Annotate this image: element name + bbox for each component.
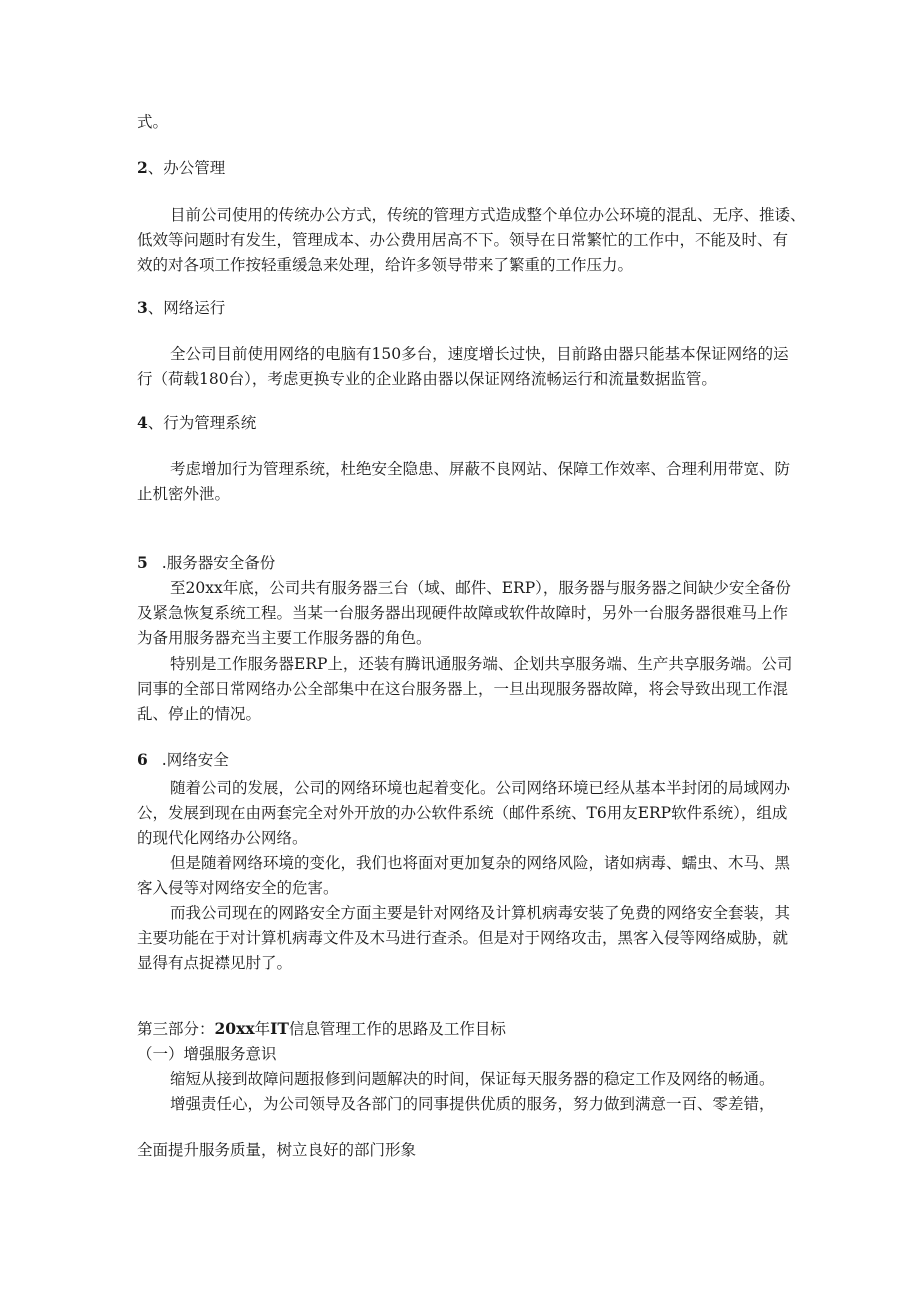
paragraph-line: 缩短从接到故障问题报修到问题解决的时间，保证每天服务器的稳定工作及网络的畅通。 — [170, 1070, 775, 1088]
paragraph-line: 至20xx年底，公司共有服务器三台（域、邮件、ERP），服务器与服务器之间缺少安全备份 — [170, 579, 791, 597]
section-title: 、网络运行 — [147, 299, 226, 317]
paragraph-line: 显得有点捉襟见肘了。 — [137, 954, 293, 972]
paragraph-line: 的现代化网络办公网络。 — [137, 829, 308, 847]
section-heading-3 — [137, 297, 225, 319]
section-number: 6 — [137, 750, 148, 769]
part-heading — [137, 1018, 506, 1040]
paragraph-line: 但是随着网络环境的变化，我们也将面对更加复杂的网络风险，诸如病毒、蠕虫、木马、黑 — [170, 854, 791, 872]
paragraph-line: 而我公司现在的网路安全方面主要是针对网络及计算机病毒安装了免费的网络安全套装，其 — [170, 904, 791, 922]
paragraph-line: 低效等问题时有发生，管理成本、办公费用居高不下。领导在日常繁忙的工作中，不能及时、有 — [137, 231, 789, 249]
paragraph-line: 随着公司的发展，公司的网络环境也起着变化。公司网络环境已经从基本半封闭的局域网办 — [170, 779, 791, 797]
paragraph-line: 同事的全部日常网络办公全部集中在这台服务器上，一旦出现服务器故障，将会导致出现工作混 — [137, 680, 789, 698]
part-heading-prefix: 第三部分： — [137, 1020, 215, 1038]
continuation-text: 式。 — [137, 113, 169, 131]
section-title: 、办公管理 — [147, 159, 226, 177]
part-heading-rest: 信息管理工作的思路及工作目标 — [288, 1020, 506, 1038]
paragraph-line: 乱、停止的情况。 — [137, 705, 262, 723]
paragraph-line: 全面提升服务质量，树立良好的部门形象 — [137, 1141, 417, 1159]
paragraph-line: 主要功能在于对计算机病毒文件及木马进行查杀。但是对于网络攻击，黑客入侵等网络威胁，就 — [137, 929, 789, 947]
paragraph-line: 行（荷载180台），考虑更换专业的企业路由器以保证网络流畅运行和流量数据监管。 — [137, 370, 717, 388]
paragraph-line: 及紧急恢复系统工程。当某一台服务器出现硬件故障或软件故障时，另外一台服务器很难马上作 — [137, 604, 789, 622]
section-heading-2 — [137, 157, 225, 179]
section-title: .网络安全 — [161, 751, 229, 769]
section-number: 5 — [137, 553, 148, 572]
paragraph-line: 增强责任心，为公司领导及各部门的同事提供优质的服务，努力做到满意一百、零差错， — [170, 1095, 775, 1113]
paragraph-line: 为备用服务器充当主要工作服务器的角色。 — [137, 629, 432, 647]
section-number: 2 — [137, 158, 148, 177]
subheading: （一）增强服务意识 — [137, 1045, 277, 1063]
section-number: 3 — [137, 298, 148, 317]
paragraph-line: 特别是工作服务器ERP上，还装有腾讯通服务端、企划共享服务端、生产共享服务端。公司 — [170, 655, 793, 673]
section-heading-6 — [137, 749, 229, 771]
part-heading-it: IT — [270, 1019, 289, 1038]
part-heading-year: 20xx — [214, 1019, 255, 1038]
paragraph-line: 考虑增加行为管理系统，杜绝安全隐患、屏蔽不良网站、保障工作效率、合理利用带宽、防 — [170, 460, 791, 478]
section-title: 、行为管理系统 — [147, 414, 257, 432]
paragraph-line: 目前公司使用的传统办公方式，传统的管理方式造成整个单位办公环境的混乱、无序、推诿、 — [170, 206, 806, 224]
paragraph-line: 止机密外泄。 — [137, 485, 231, 503]
section-number: 4 — [137, 413, 148, 432]
section-title: .服务器安全备份 — [161, 554, 276, 572]
paragraph-line: 客入侵等对网络安全的危害。 — [137, 879, 339, 897]
section-heading-5 — [137, 552, 275, 574]
paragraph-line: 公，发展到现在由两套完全对外开放的办公软件系统（邮件系统、T6用友ERP软件系统），组成 — [137, 804, 788, 822]
paragraph-line: 效的对各项工作按轻重缓急来处理，给许多领导带来了繁重的工作压力。 — [137, 256, 634, 274]
part-heading-mid: 年 — [254, 1020, 271, 1038]
section-heading-4 — [137, 412, 256, 434]
paragraph-line: 全公司目前使用网络的电脑有150多台，速度增长过快，目前路由器只能基本保证网络的运 — [170, 345, 789, 363]
